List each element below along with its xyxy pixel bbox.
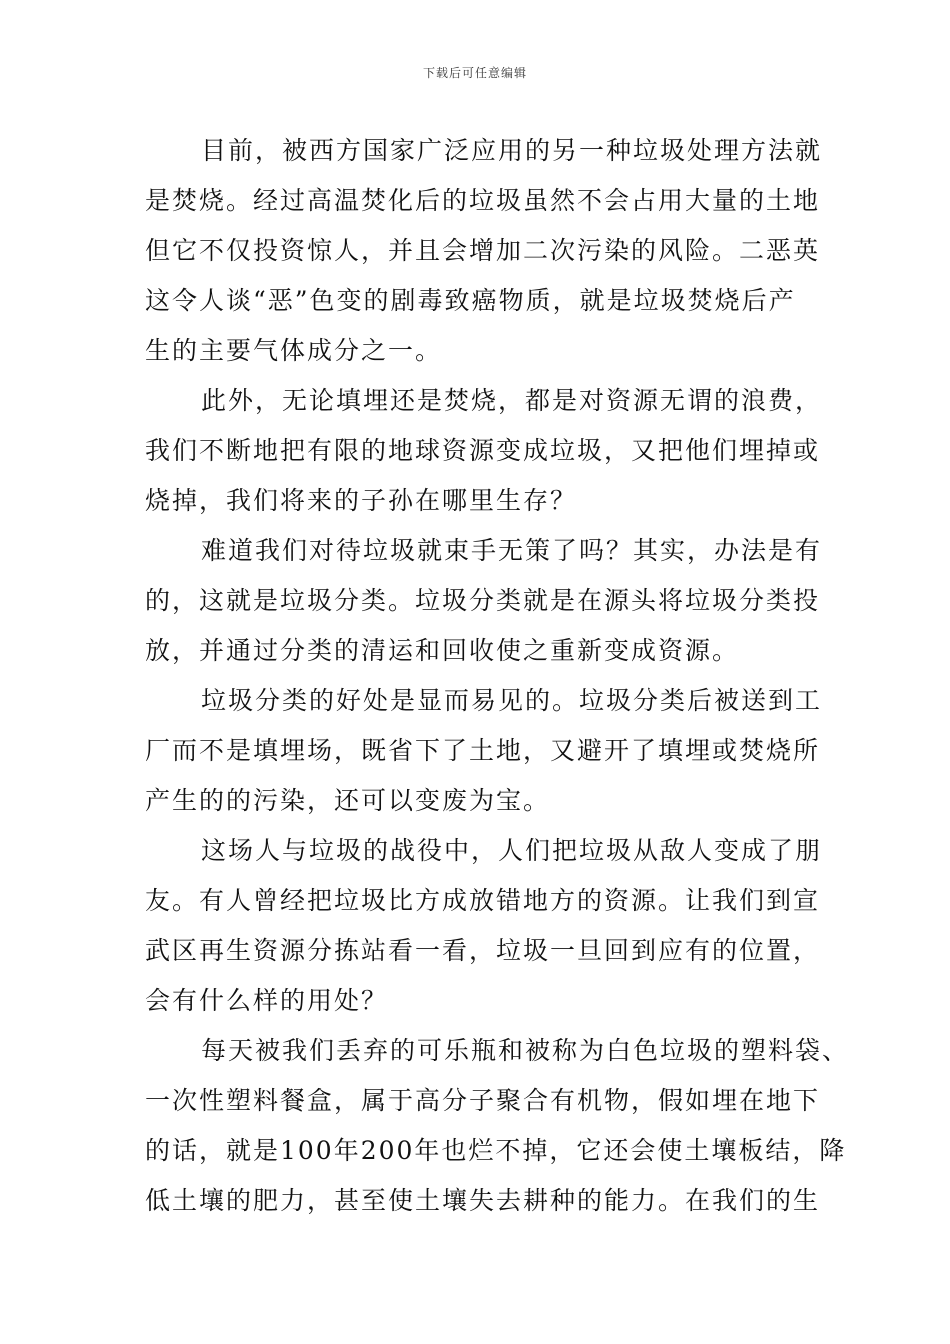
text-line: 目前，被西方国家广泛应用的另一种垃圾处理方法就	[201, 136, 823, 165]
text-line: 这场人与垃圾的战役中，人们把垃圾从敌人变成了朋	[201, 836, 823, 865]
paragraph	[145, 676, 823, 826]
text-line: 此外，无论填埋还是焚烧，都是对资源无谓的浪费，	[201, 386, 823, 415]
text-line: 产生的的污染，还可以变废为宝。	[145, 786, 551, 815]
text-line: 放，并通过分类的清运和回收使之重新变成资源。	[145, 636, 740, 665]
text-line: 我们不断地把有限的地球资源变成垃圾，又把他们埋掉或	[145, 436, 821, 465]
paragraph	[145, 376, 823, 526]
text-line: 会有什么样的用处？	[145, 986, 389, 1015]
text-line: 难道我们对待垃圾就束手无策了吗？其实，办法是有	[201, 536, 823, 565]
text-line: 的话，就是100年200年也烂不掉，它还会使土壤板结，降	[145, 1136, 847, 1165]
paragraph	[145, 526, 823, 676]
text-line: 武区再生资源分拣站看一看，垃圾一旦回到应有的位置，	[145, 936, 821, 965]
text-line: 是焚烧。经过高温焚化后的垃圾虽然不会占用大量的土地	[145, 186, 821, 215]
text-line: 厂而不是填埋场，既省下了土地，又避开了填埋或焚烧所	[145, 736, 821, 765]
text-line: 生的主要气体成分之一。	[145, 336, 443, 365]
paragraph	[145, 1026, 850, 1226]
text-line: 低土壤的肥力，甚至使土壤失去耕种的能力。在我们的生	[145, 1186, 821, 1215]
text-line: 这令人谈“恶”色变的剧毒致癌物质，就是垃圾焚烧后产	[145, 286, 796, 315]
page-header: 下载后可任意编辑	[422, 66, 527, 80]
text-line: 每天被我们丢弃的可乐瓶和被称为白色垃圾的塑料袋、	[201, 1036, 850, 1065]
paragraph	[145, 126, 823, 376]
body-text	[145, 126, 850, 1226]
text-line: 友。有人曾经把垃圾比方成放错地方的资源。让我们到宣	[145, 886, 821, 915]
text-line: 的，这就是垃圾分类。垃圾分类就是在源头将垃圾分类投	[145, 586, 821, 615]
text-line: 烧掉，我们将来的子孙在哪里生存？	[145, 486, 578, 515]
paragraph	[145, 826, 823, 1026]
text-line: 但它不仅投资惊人，并且会增加二次污染的风险。二恶英	[145, 236, 821, 265]
text-line: 一次性塑料餐盒，属于高分子聚合有机物，假如埋在地下	[145, 1086, 821, 1115]
text-line: 垃圾分类的好处是显而易见的。垃圾分类后被送到工	[201, 686, 823, 715]
